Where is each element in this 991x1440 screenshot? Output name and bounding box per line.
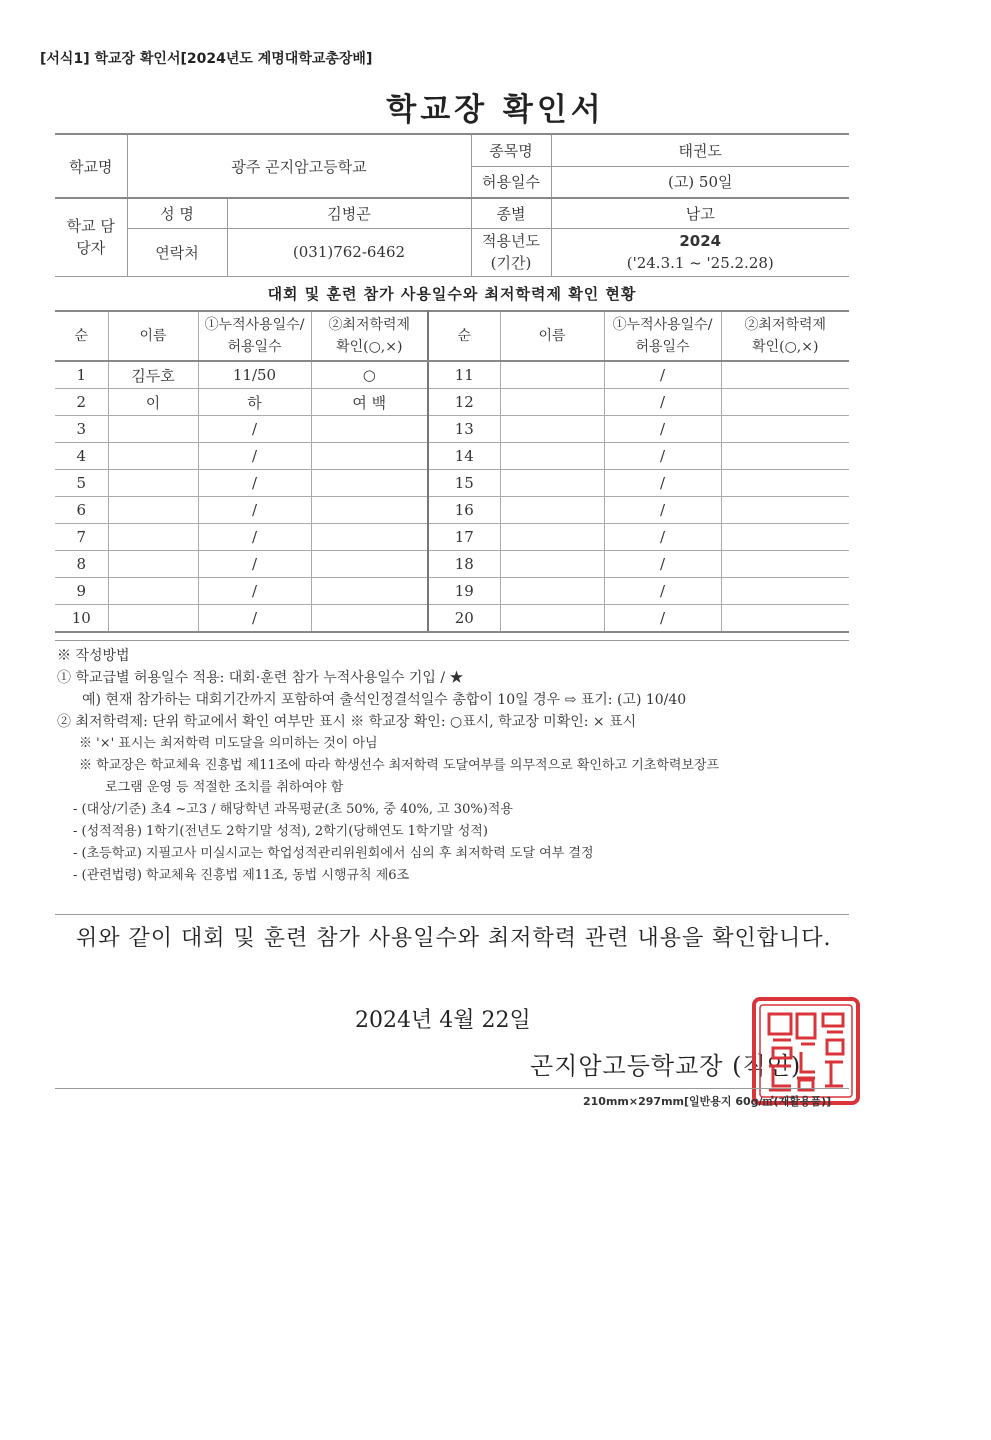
row-days: /	[198, 551, 311, 578]
row-name: 김두호	[108, 361, 198, 389]
row-no: 14	[428, 443, 500, 470]
row-days: /	[604, 470, 721, 497]
row-check	[311, 578, 428, 605]
school-label: 학교명	[55, 134, 127, 198]
row-days: /	[604, 551, 721, 578]
school-name: 광주 곤지암고등학교	[127, 134, 471, 198]
row-name	[500, 605, 604, 633]
row-check	[311, 470, 428, 497]
seal-glyphs	[769, 1014, 843, 1090]
row-check	[311, 605, 428, 633]
row-no: 1	[55, 361, 108, 389]
row-days: /	[604, 416, 721, 443]
row-days: /	[604, 443, 721, 470]
gender-label: 종별	[471, 198, 551, 228]
year-value: 2024	[679, 232, 722, 250]
table-row	[55, 443, 849, 470]
row-check	[311, 497, 428, 524]
header-days: ①누적사용일수/ 허용일수	[198, 311, 311, 361]
table-row	[55, 551, 849, 578]
row-name	[108, 470, 198, 497]
row-check	[721, 578, 849, 605]
row-name	[108, 605, 198, 633]
row-no: 8	[55, 551, 108, 578]
table-row	[55, 497, 849, 524]
row-check	[721, 524, 849, 551]
status-title: 대회 및 훈련 참가 사용일수와 최저학력제 확인 현황	[267, 285, 637, 303]
document-date: 2024년 4월 22일	[355, 1008, 531, 1033]
row-days: /	[198, 443, 311, 470]
header-check: ②최저학력제 확인(○,×)	[311, 311, 428, 361]
row-check	[721, 497, 849, 524]
row-no: 9	[55, 578, 108, 605]
row-check	[721, 470, 849, 497]
row-days: /	[198, 470, 311, 497]
header-no: 순	[55, 311, 108, 361]
header-no: 순	[428, 311, 500, 361]
detail-4: - (관련법령) 학교체육 진흥법 제11조, 동법 시행규칙 제6조	[73, 868, 410, 883]
document-title: 학교장 확인서	[386, 92, 605, 128]
row-check	[311, 416, 428, 443]
row-days: /	[198, 524, 311, 551]
row-name: 이	[108, 389, 198, 416]
table-row	[55, 578, 849, 605]
row-name	[500, 524, 604, 551]
form-label: [서식1] 학교장 확인서[2024년도 계명대학교총장배]	[40, 51, 373, 67]
official-seal-icon	[751, 996, 861, 1106]
header-check: ②최저학력제 확인(○,×)	[721, 311, 849, 361]
row-check	[311, 443, 428, 470]
row-no: 20	[428, 605, 500, 633]
name-value: 김병곤	[227, 198, 471, 228]
row-check: ○	[311, 361, 428, 389]
table-row	[55, 389, 849, 416]
row-days: /	[198, 578, 311, 605]
row-check: 여 백	[311, 389, 428, 416]
sport-label: 종목명	[471, 134, 551, 166]
row-name	[500, 389, 604, 416]
row-no: 7	[55, 524, 108, 551]
row-days: 하	[198, 389, 311, 416]
row-days: /	[604, 524, 721, 551]
row-name	[108, 524, 198, 551]
row-check	[721, 389, 849, 416]
period-label: (기간)	[490, 254, 532, 272]
contact-value: (031)762-6462	[227, 228, 471, 276]
row-no: 11	[428, 361, 500, 389]
note-1: ① 학교급별 허용일수 적용: 대회·훈련 참가 누적사용일수 기입 / ★	[57, 670, 464, 686]
table-row	[55, 470, 849, 497]
detail-1: - (대상/기준) 초4 ~고3 / 해당학년 과목평균(초 50%, 중 40%, 고 30%)적용	[73, 802, 513, 817]
detail-2: - (성적적용) 1학기(전년도 2학기말 성적), 2학기(당해연도 1학기말 성적)	[73, 824, 488, 839]
row-name	[500, 443, 604, 470]
manager-label: 학교 담당자	[55, 198, 127, 276]
note-2: ② 최저학력제: 단위 학교에서 확인 여부만 표시 ※ 학교장 확인: ○표시, 학교장 미확인: × 표시	[57, 714, 637, 730]
row-name	[500, 416, 604, 443]
row-no: 12	[428, 389, 500, 416]
row-no: 4	[55, 443, 108, 470]
table-row	[55, 416, 849, 443]
divider	[55, 914, 849, 915]
confirmation-statement: 위와 같이 대회 및 훈련 참가 사용일수와 최저학력 관련 내용을 확인합니다.	[76, 926, 832, 951]
row-check	[721, 551, 849, 578]
row-name	[500, 551, 604, 578]
note-2-sub-2-cont: 로그램 운영 등 적절한 조치를 취하여야 함	[105, 780, 344, 795]
row-check	[721, 416, 849, 443]
row-days: /	[604, 605, 721, 633]
notes-heading: ※ 작성방법	[57, 648, 130, 664]
header-name: 이름	[500, 311, 604, 361]
row-days: /	[604, 361, 721, 389]
table-row	[55, 524, 849, 551]
row-days: 11/50	[198, 361, 311, 389]
divider	[55, 640, 849, 641]
row-no: 2	[55, 389, 108, 416]
row-no: 19	[428, 578, 500, 605]
row-no: 5	[55, 470, 108, 497]
detail-3: - (초등학교) 지필고사 미실시교는 학업성적관리위원회에서 심의 후 최저학력 도달 여부 결정	[73, 846, 594, 861]
row-name	[108, 551, 198, 578]
header-name: 이름	[108, 311, 198, 361]
row-days: /	[604, 578, 721, 605]
row-check	[721, 443, 849, 470]
row-name	[500, 470, 604, 497]
row-days: /	[198, 605, 311, 633]
row-check	[721, 605, 849, 633]
row-check	[311, 524, 428, 551]
school-info-table	[55, 133, 849, 277]
table-row	[55, 361, 849, 389]
row-check	[721, 361, 849, 389]
row-name	[500, 361, 604, 389]
row-name	[500, 497, 604, 524]
paper-size-note: 210mm×297mm[일반용지 60g/㎡(재활용품)]	[583, 1095, 832, 1108]
row-days: /	[198, 497, 311, 524]
row-name	[108, 416, 198, 443]
row-no: 15	[428, 470, 500, 497]
row-no: 10	[55, 605, 108, 633]
status-table	[55, 310, 849, 633]
writing-notes	[57, 645, 857, 887]
row-days: /	[604, 497, 721, 524]
divider	[55, 1088, 849, 1089]
row-name	[108, 497, 198, 524]
row-name	[108, 578, 198, 605]
name-label: 성 명	[127, 198, 227, 228]
contact-label: 연락처	[127, 228, 227, 276]
allowed-days-label: 허용일수	[471, 166, 551, 198]
row-no: 6	[55, 497, 108, 524]
row-days: /	[604, 389, 721, 416]
row-no: 16	[428, 497, 500, 524]
year-label: 적용년도	[482, 232, 540, 250]
table-row	[55, 605, 849, 633]
gender-value: 남고	[551, 198, 849, 228]
row-no: 18	[428, 551, 500, 578]
row-no: 13	[428, 416, 500, 443]
note-2-sub-1: ※ '×' 표시는 최저학력 미도달을 의미하는 것이 아님	[79, 736, 378, 751]
row-check	[311, 551, 428, 578]
row-name	[500, 578, 604, 605]
row-name	[108, 443, 198, 470]
allowed-days-value: (고) 50일	[551, 166, 849, 198]
note-1-example: 예) 현재 참가하는 대회기간까지 포함하여 출석인정결석일수 총합이 10일 경우 ⇨ 표기: (고) 10/40	[82, 692, 687, 708]
row-no: 3	[55, 416, 108, 443]
row-days: /	[198, 416, 311, 443]
sport-value: 태권도	[551, 134, 849, 166]
status-header-row	[55, 311, 849, 361]
row-no: 17	[428, 524, 500, 551]
principal-signature-line: 곤지암고등학교장 (직인)	[530, 1052, 802, 1080]
period-value: ('24.3.1 ~ '25.2.28)	[626, 254, 774, 272]
note-2-sub-2: ※ 학교장은 학교체육 진흥법 제11조에 따라 학생선수 최저학력 도달여부를 의무적으로 확인하고 기초학력보장프	[79, 758, 720, 773]
header-days: ①누적사용일수/ 허용일수	[604, 311, 721, 361]
